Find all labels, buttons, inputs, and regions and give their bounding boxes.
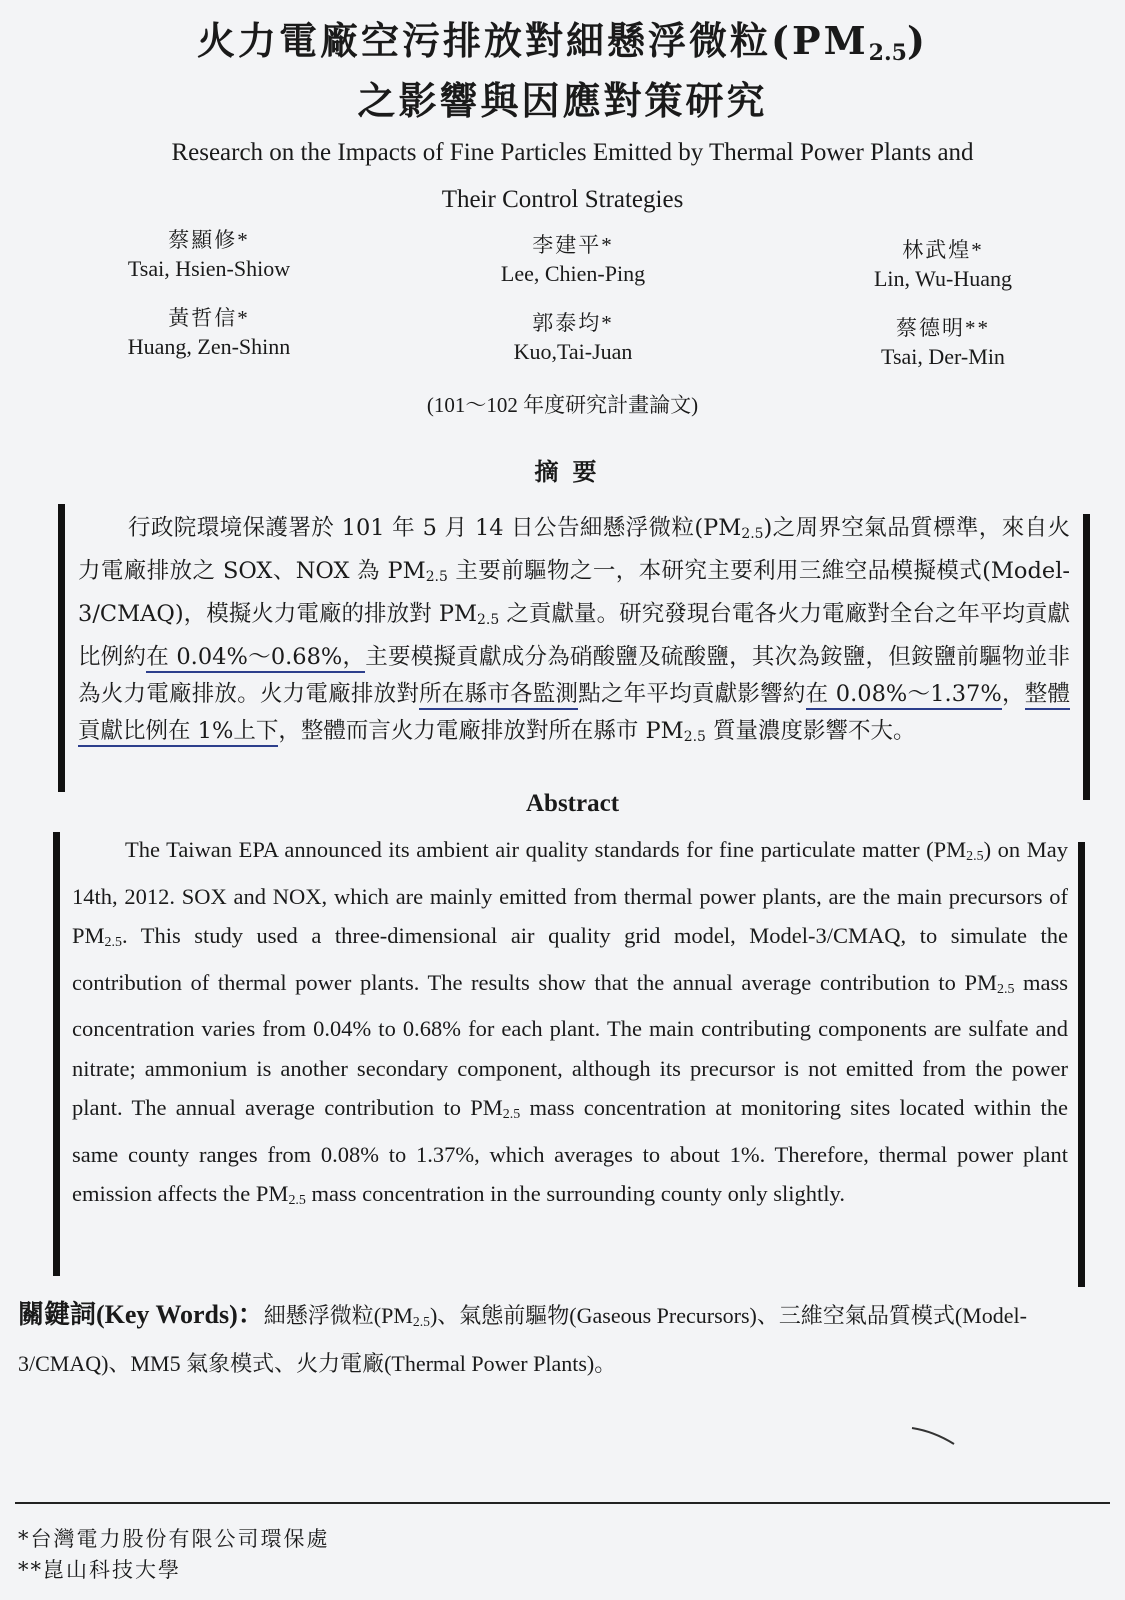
- footnote-divider: [15, 1502, 1110, 1504]
- abstract-en-heading: Abstract: [525, 790, 620, 817]
- underline-overall: 整體貢獻比例在 1%上下: [78, 681, 1070, 747]
- abstract-en-body: The Taiwan EPA announced its ambient air quality standards for fine particulate matter $(PM_{2.5})$ on May 14th, 2012. SOX and NOX, which are mainly emitted from thermal power plants, are the main precursors of $PM_{2.5}$. This study used a three-dimensional air quality grid model, Model-3/CMAQ, to simulate the contribution of thermal power plants. The results show that the annual average contribution to $PM_{2.5}$ mass concentration varies from 0.04% to 0.68% for each plant. The main contributing components are sulfate and nitrate; ammonium is another secondary component, although its precursor is not emitted from the power plant. The annual average contribution to $PM_{2.5}$ mass concentration at monitoring sites located within the same county ranges from 0.08% to 1.37%, which averages to about 1%. Therefore, thermal power plant emission affects the $PM_{2.5}$ mass concentration in the surrounding county only slightly.: [72, 837, 1069, 1208]
- title-zh-line1: 火力電廠空污排放對細懸浮微粒$(PM_{2.5})$: [197, 18, 928, 66]
- footnote-1: *台灣電力股份有限公司環保處: [18, 1527, 330, 1551]
- pen-stroke-mark: [910, 1420, 960, 1450]
- author-6: 蔡德明** Tsai, Der-Min: [881, 316, 1005, 369]
- title-en-line1: Research on the Impacts of Fine Particles Emitted by Thermal Power Plants and: [171, 139, 974, 166]
- footnote-2: **崑山科技大學: [18, 1558, 181, 1582]
- plan-note: (101～102 年度研究計畫論文): [426, 393, 699, 417]
- author-1: 蔡顯修* Tsai, Hsien-Shiow: [127, 228, 291, 281]
- abstract-en-right-bar: [1078, 842, 1085, 1287]
- title-en-line2: Their Control Strategies: [441, 186, 684, 213]
- author-2: 李建平* Lee, Chien-Ping: [500, 233, 646, 286]
- abstract-zh-heading: 摘要: [534, 457, 611, 486]
- abstract-zh-right-bar: [1083, 514, 1090, 800]
- author-3: 林武煌* Lin, Wu-Huang: [873, 238, 1012, 291]
- abstract-en-left-bar: [53, 832, 60, 1276]
- underline-range-1: 在 0.04%～0.68%，: [146, 644, 365, 673]
- keywords-label: 關鍵詞(Key Words)：: [18, 1300, 264, 1329]
- author-5: 郭泰均* Kuo,Tai-Juan: [513, 311, 633, 364]
- abstract-zh-body: 行政院環境保護署於 101 年 5 月 14 日公告細懸浮微粒$(PM_{2.5})$之周界空氣品質標準，來自火力電廠排放之 SOX、NOX 為 $PM_{2.5}$ 主要前驅物之一，本研究主要利用三維空品模擬模式(Model-3/CMAQ)，模擬火力電廠的排放對 $PM_{2.5}$ 之貢獻量。研究發現台電各火力電廠對全台之年平均貢獻比例約在 0.04%～0.68%，主要模擬貢獻成分為硝酸鹽及硫酸鹽，其次為銨鹽，但銨鹽前驅物並非為火力電廠排放。火力電廠排放對所在縣市各監測點之年平均貢獻影響約在 0.08%～1.37%，整體貢獻比例在 1%上下，整體而言火力電廠排放對所在縣市 $PM_{2.5}$ 質量濃度影響不大。: [78, 515, 1071, 745]
- title-zh-line2: 之影響與因應對策研究: [357, 78, 768, 123]
- underline-county-sites: 所在縣市各監測: [419, 681, 578, 710]
- underline-range-2: 在 0.08%～1.37%: [806, 681, 1002, 710]
- keywords: 關鍵詞(Key Words)：細懸浮微粒$(PM_{2.5})$、氣態前驅物(Gaseous Precursors)、三維空氣品質模式(Model-3/CMAQ)、MM5 氣象模式、火力電廠(Thermal Power Plants)。: [18, 1300, 1027, 1376]
- abstract-zh-left-bar: [58, 504, 65, 792]
- author-4: 黃哲信* Huang, Zen-Shinn: [127, 306, 291, 359]
